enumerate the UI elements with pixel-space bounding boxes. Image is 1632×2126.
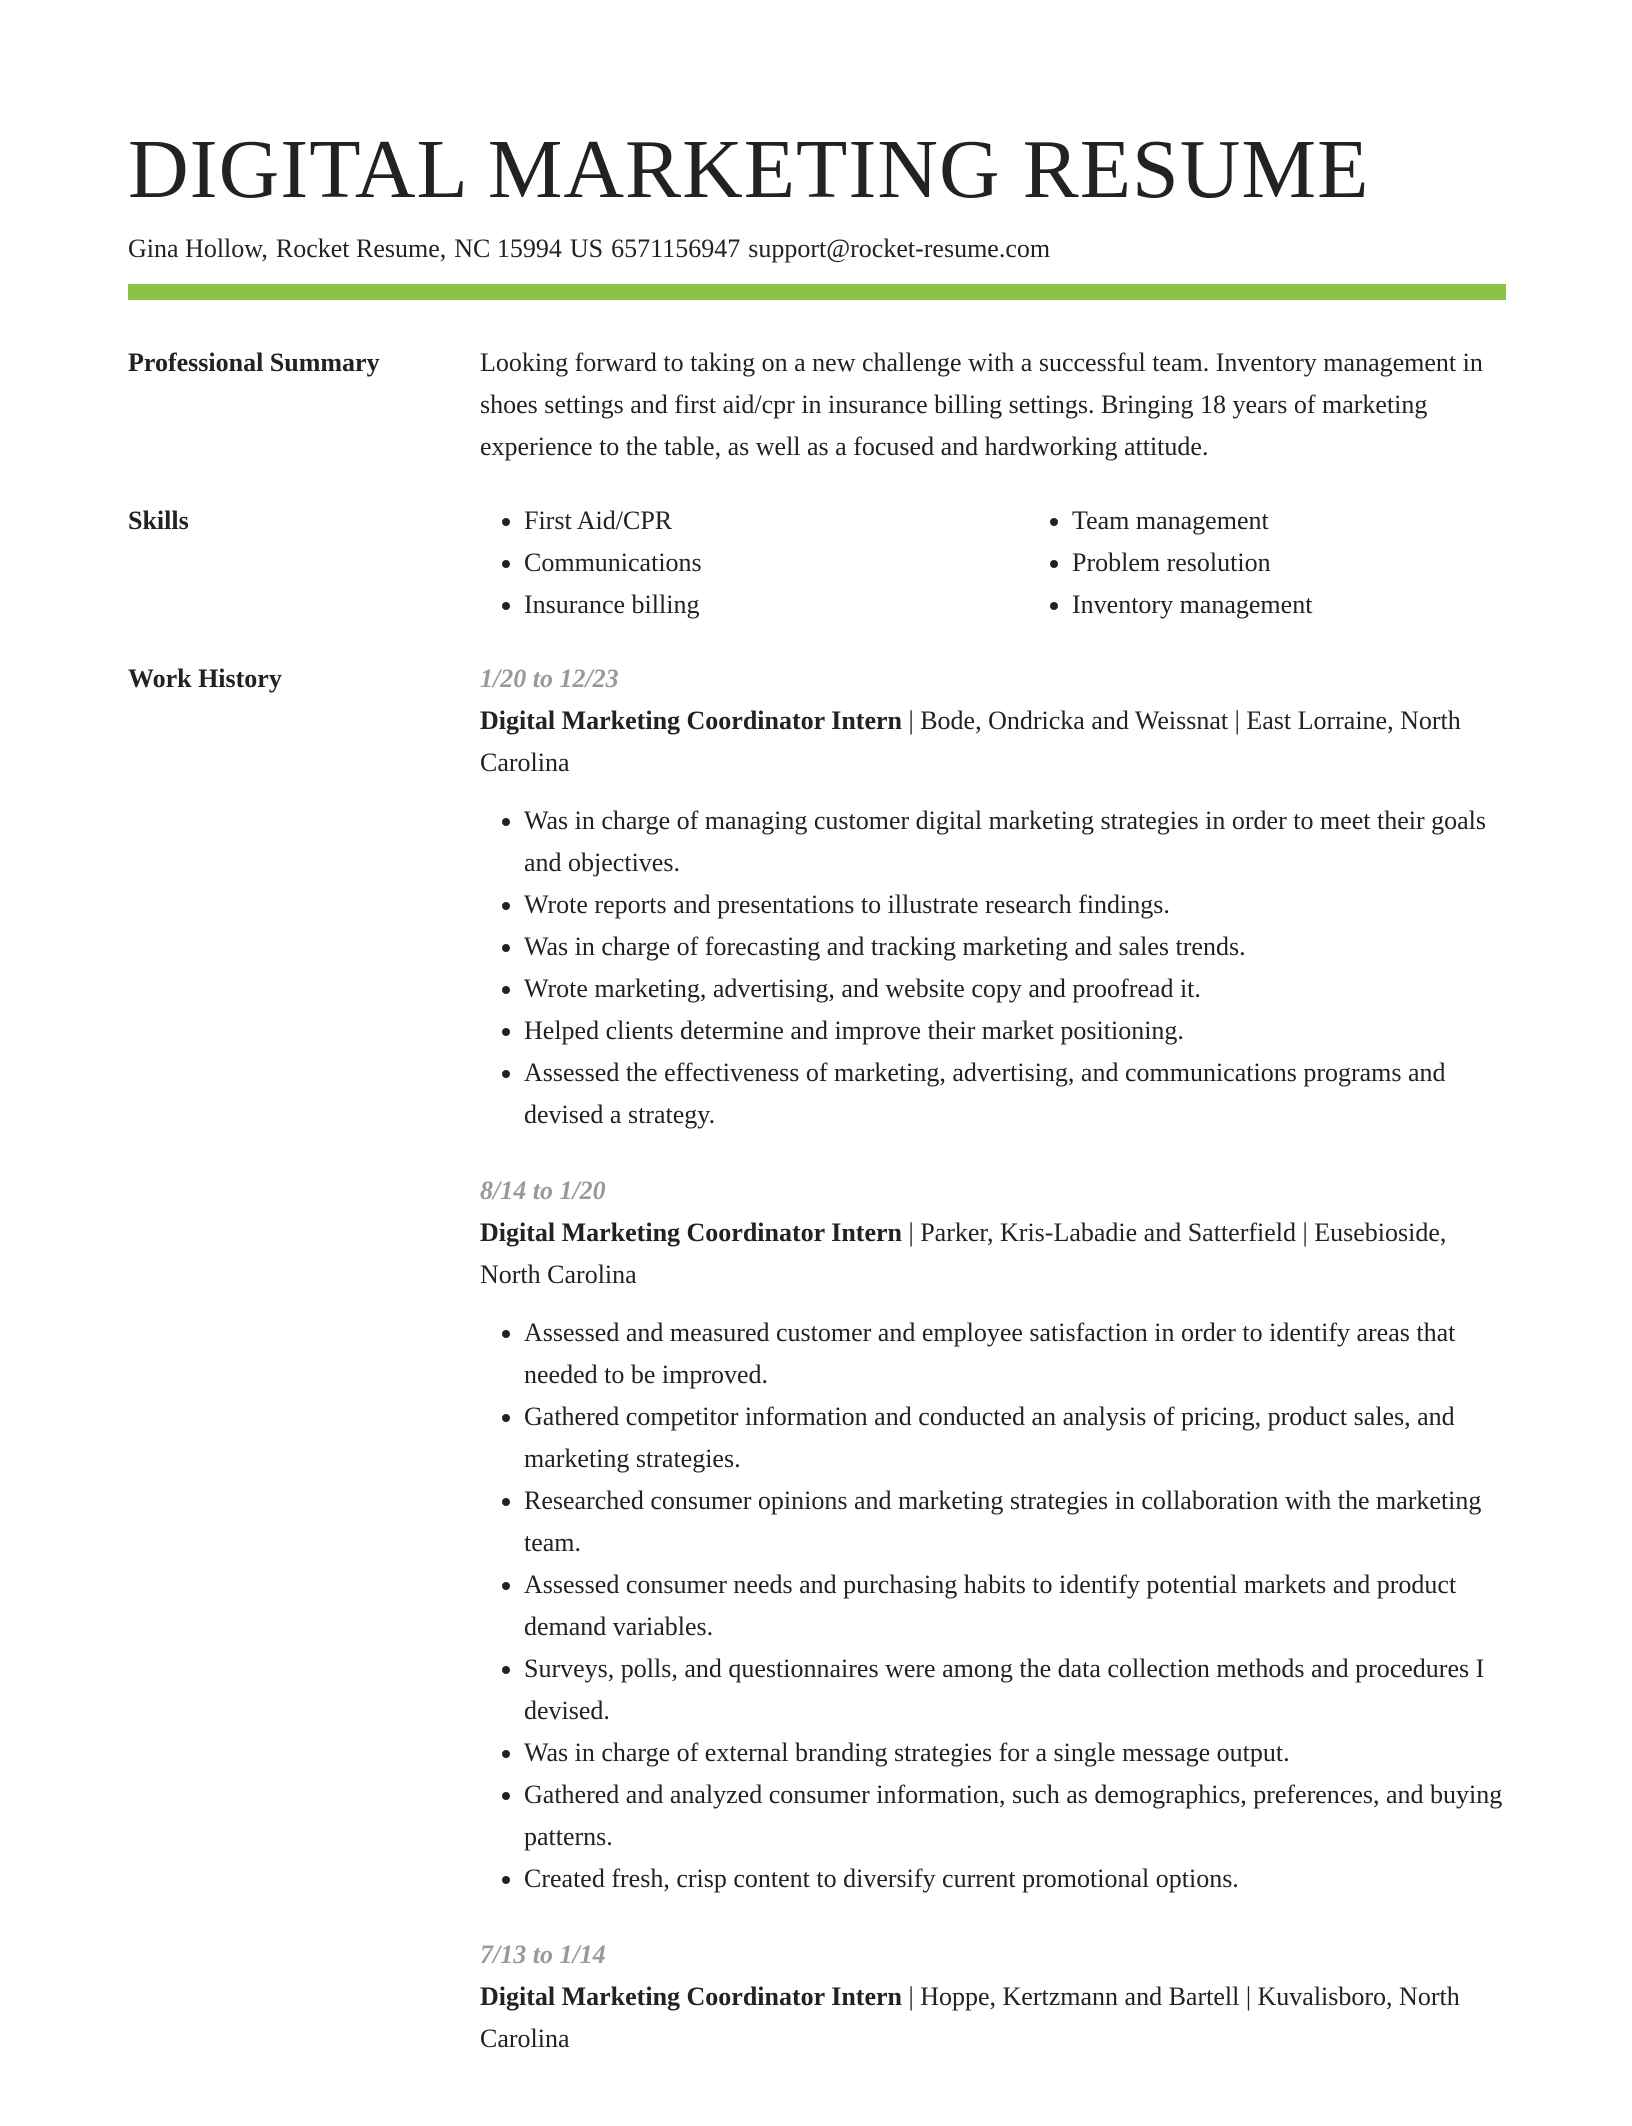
work-history-label: Work History bbox=[128, 664, 282, 693]
skills-body bbox=[480, 500, 1576, 626]
resume-title: DIGITAL MARKETING RESUME bbox=[128, 123, 1370, 216]
accent-divider bbox=[128, 284, 1506, 300]
job-bullet: • Assessed consumer needs and purchasing habits to identify potential markets and product demand variables. bbox=[524, 1564, 1506, 1648]
skill-item: • Problem resolution bbox=[1072, 542, 1576, 584]
skill-item: • Insurance billing bbox=[524, 584, 1028, 626]
job-title: Digital Marketing Coordinator Intern bbox=[480, 1982, 902, 2011]
contact-state-zip: NC 15994 bbox=[454, 234, 562, 263]
job-bullet: • Assessed and measured customer and employee satisfaction in order to identify areas that needed to be improved. bbox=[524, 1312, 1506, 1396]
skill-item: • Inventory management bbox=[1072, 584, 1576, 626]
job-bullet: • Was in charge of forecasting and tracking marketing and sales trends. bbox=[524, 926, 1506, 968]
resume-page bbox=[128, 120, 1506, 2126]
skills-section bbox=[128, 500, 1506, 626]
job-bullet: • Helped clients determine and improve their market positioning. bbox=[524, 1010, 1506, 1052]
job-bullet: • Gathered competitor information and conducted an analysis of pricing, product sales, and marketing strategies. bbox=[524, 1396, 1506, 1480]
job-bullets bbox=[480, 800, 1506, 1136]
contact-line bbox=[128, 232, 1506, 266]
skill-item: • First Aid/CPR bbox=[524, 500, 1028, 542]
job-details: | Hoppe, Kertzmann and Bartell | Kuvalisboro, North Carolina bbox=[480, 1982, 1460, 2053]
skill-item: • Communications bbox=[524, 542, 1028, 584]
job-entry bbox=[480, 658, 1506, 1136]
job-bullet: • Gathered and analyzed consumer information, such as demographics, preferences, and buying patterns. bbox=[524, 1774, 1506, 1858]
work-history-section bbox=[128, 658, 1506, 2094]
summary-label: Professional Summary bbox=[128, 348, 380, 377]
skills-list-left bbox=[480, 500, 1028, 626]
job-details: | Parker, Kris-Labadie and Satterfield | Eusebioside, North Carolina bbox=[480, 1218, 1447, 1289]
job-title: Digital Marketing Coordinator Intern bbox=[480, 706, 902, 735]
job-bullets bbox=[480, 1312, 1506, 1900]
job-bullet: • Wrote reports and presentations to illustrate research findings. bbox=[524, 884, 1506, 926]
summary-section bbox=[128, 342, 1506, 468]
skills-list-right bbox=[1028, 500, 1576, 626]
job-entry bbox=[480, 1170, 1506, 1900]
job-entry bbox=[480, 1934, 1506, 2060]
job-header bbox=[480, 1976, 1506, 2060]
contact-phone: 6571156947 bbox=[611, 234, 741, 263]
summary-body bbox=[480, 342, 1506, 468]
skill-item: • Team management bbox=[1072, 500, 1576, 542]
job-title: Digital Marketing Coordinator Intern bbox=[480, 1218, 902, 1247]
summary-text: Looking forward to taking on a new challenge with a successful team. Inventory management in shoes settings and first aid/cpr in insurance billing settings. Bringing 18 years of marketing experience to the table, as well as a focused and hardworking attitude. bbox=[480, 348, 1483, 461]
contact-country: US bbox=[569, 234, 604, 263]
job-details: | Bode, Ondricka and Weissnat | East Lorraine, North Carolina bbox=[480, 706, 1461, 777]
skills-label: Skills bbox=[128, 506, 189, 535]
job-dates: 7/13 to 1/14 bbox=[480, 1940, 606, 1969]
contact-name: Gina Hollow, bbox=[128, 234, 268, 263]
job-header bbox=[480, 700, 1506, 784]
contact-company-city: Rocket Resume, bbox=[275, 234, 447, 263]
work-history-body bbox=[480, 658, 1506, 2094]
job-dates: 8/14 to 1/20 bbox=[480, 1176, 606, 1205]
job-bullet: • Created fresh, crisp content to diversify current promotional options. bbox=[524, 1858, 1506, 1900]
job-bullet: • Assessed the effectiveness of marketing, advertising, and communications programs and devised a strategy. bbox=[524, 1052, 1506, 1136]
job-bullet: • Wrote marketing, advertising, and website copy and proofread it. bbox=[524, 968, 1506, 1010]
job-bullet: • Surveys, polls, and questionnaires were among the data collection methods and procedures I devised. bbox=[524, 1648, 1506, 1732]
job-bullet: • Researched consumer opinions and marketing strategies in collaboration with the marketing team. bbox=[524, 1480, 1506, 1564]
job-bullet: • Was in charge of external branding strategies for a single message output. bbox=[524, 1732, 1506, 1774]
job-dates: 1/20 to 12/23 bbox=[480, 664, 619, 693]
contact-email: support@rocket-resume.com bbox=[748, 234, 1051, 263]
job-bullet: • Was in charge of managing customer digital marketing strategies in order to meet their goals and objectives. bbox=[524, 800, 1506, 884]
job-header bbox=[480, 1212, 1506, 1296]
